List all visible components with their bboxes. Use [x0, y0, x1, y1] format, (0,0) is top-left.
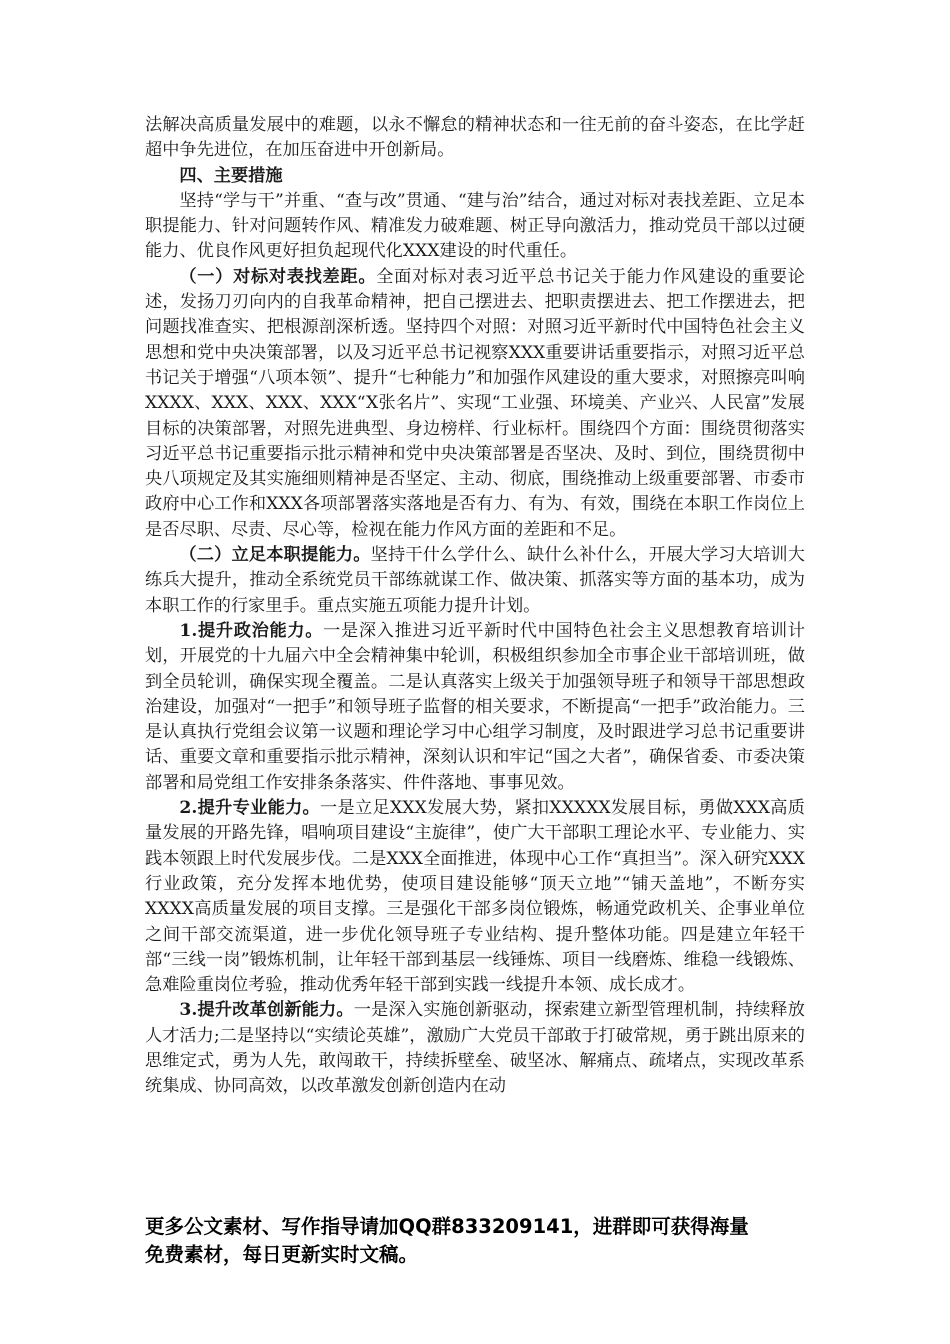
item-body: 一是深入实施创新驱动，探索建立新型管理机制，持续释放人才活力;二是坚持以“实绩论英雄”，激励广大党员干部敢于打破常规，勇于跳出原来的思维定式，勇为人先，敢闯敢干，持续拆壁垒、破坚冰、解痛点、疏堵点，实现改革系统集成、协同高效，以改革激发创新创造内在动: [145, 1000, 805, 1097]
item-lead: （二）立足本职提能力。: [179, 545, 371, 566]
item-body: 一是立足XXX发展大势，紧扣XXXXX发展目标，勇做XXX高质量发展的开路先锋，唱响项目建设“主旋律”，使广大干部职工理论水平、专业能力、实践本领跟上时代发展步伐。二是XXX全面推进，体现中心工作“真担当”。深入研究XXX行业政策，充分发挥本地优势，使项目建设能够“顶天立地”“铺天盖地”，不断夯实XXXX高质量发展的项目支撑。三是强化干部多岗位锻炼，畅通党政机关、企事业单位之间干部交流渠道，进一步优化领导班子专业结构、提升整体功能。四是建立年轻干部“三线一岗”锻炼机制，让年轻干部到基层一线锤炼、项目一线磨炼、维稳一线锻炼、急难险重岗位考验，推动优秀年轻干部到实践一线提升本领、成长成才。: [145, 798, 805, 996]
promo-line-2: 免费素材，每日更新实时文稿。: [145, 1243, 419, 1266]
intro-paragraph: 坚持“学与干”并重、“查与改”贯通、“建与治”结合，通过对标对表找差距、立足本职提能力、针对问题转作风、精准发力破难题、树正导向激活力，推动党员干部以过硬能力、优良作风更好担负起现代化XXX建设的时代重任。: [145, 190, 805, 262]
item-lead: 3.提升改革创新能力。: [179, 1000, 354, 1021]
item-lead: 2.提升专业能力。: [179, 798, 321, 819]
item-paragraph-2: [145, 543, 805, 619]
item-body: 坚持干什么学什么、缺什么补什么，开展大学习大培训大练兵大提升，推动全系统党员干部练就谋工作、做决策、抓落实等方面的基本功，成为本职工作的行家里手。重点实施五项能力提升计划。: [145, 545, 805, 616]
promo-line-1: 更多公文素材、写作指导请加QQ群833209141，进群即可获得海量: [145, 1215, 749, 1238]
item-paragraph-3: [145, 619, 805, 796]
promo-footer: [145, 1213, 815, 1269]
item-paragraph-1: [145, 265, 805, 543]
document-body: [145, 113, 805, 1100]
section-heading: 四、主要措施: [179, 165, 283, 186]
item-lead: （一）对标对表找差距。: [179, 266, 377, 287]
item-paragraph-5: [145, 998, 805, 1099]
continuation-paragraph: 法解决高质量发展中的难题，以永不懈怠的精神状态和一往无前的奋斗姿态，在比学赶超中争先进位，在加压奋进中开创新局。: [145, 115, 805, 161]
item-lead: 1.提升政治能力。: [179, 620, 324, 641]
item-paragraph-4: [145, 796, 805, 998]
item-body: 一是深入推进习近平新时代中国特色社会主义思想教育培训计划，开展党的十九届六中全会精神集中轮训，积极组织参加全市事企业干部培训班，做到全员轮训，确保实现全覆盖。二是认真落实上级关于加强领导班子和领导干部思想政治建设，加强对“一把手”和领导班子监督的相关要求，不断提高“一把手”政治能力。三是认真执行党组会议第一议题和理论学习中心组学习制度，及时跟进学习总书记重要讲话、重要文章和重要指示批示精神，深刻认识和牢记“国之大者”，确保省委、市委决策部署和局党组工作安排条条落实、件件落地、事事见效。: [145, 620, 805, 793]
item-body: 全面对标对表习近平总书记关于能力作风建设的重要论述，发扬刀刃向内的自我革命精神，把自己摆进去、把职责摆进去、把工作摆进去，把问题找准查实、把根源剖深析透。坚持四个对照：对照习近平新时代中国特色社会主义思想和党中央决策部署，以及习近平总书记视察XXX重要讲话重要指示，对照习近平总书记关于增强“八项本领”、提升“七种能力”和加强作风建设的重大要求，对照擦亮叫响XXXX、XXX、XXX、XXX“X张名片”、实现“工业强、环境美、产业兴、人民富”发展目标的决策部署，对照先进典型、身边榜样、行业标杆。围绕四个方面：围绕贯彻落实习近平总书记重要指示批示精神和党中央决策部署是否坚决、及时、到位，围绕贯彻中央八项规定及其实施细则精神是否坚定、主动、彻底，围绕推动上级重要部署、市委市政府中心工作和XXX各项部署落实落地是否有力、有为、有效，围绕在本职工作岗位上是否尽职、尽责、尽心等，检视在能力作风方面的差距和不足。: [145, 266, 805, 540]
